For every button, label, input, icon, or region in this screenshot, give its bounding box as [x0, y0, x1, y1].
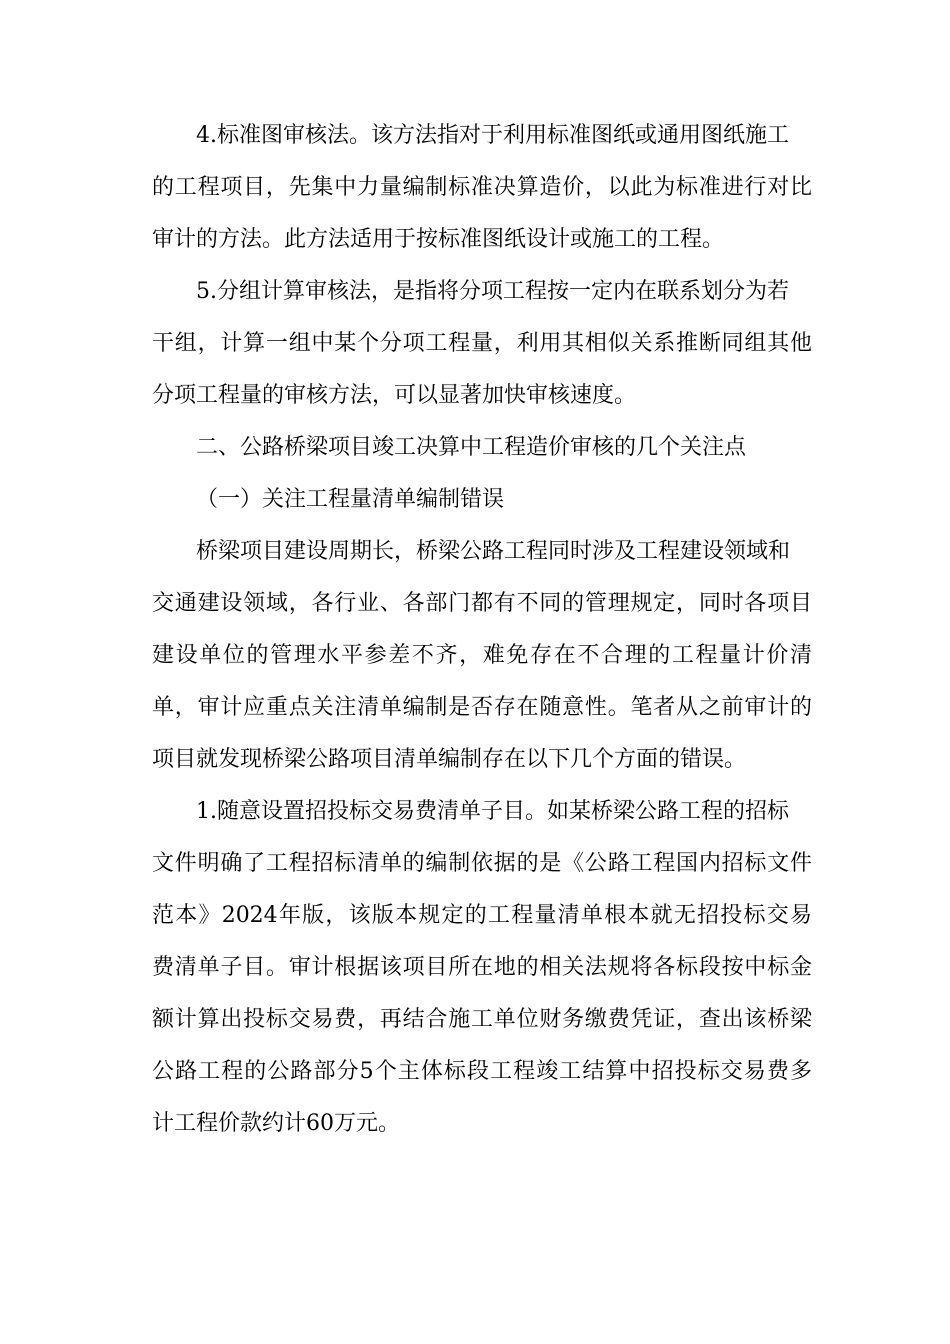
paragraph-bridge-line-5: 项目就发现桥梁公路项目清单编制存在以下几个方面的错误。 — [152, 747, 747, 772]
paragraph-5-line-3: 分项工程量的审核方法，可以显著加快审核速度。 — [152, 383, 637, 408]
paragraph-5-line-2: 干组，计算一组中某个分项工程量，利用其相似关系推断同组其他 — [152, 331, 812, 356]
paragraph-1-line-5: 额计算出投标交易费，再结合施工单位财务缴费凭证，查出该桥梁 — [152, 1007, 812, 1032]
paragraph-1-line-2: 文件明确了工程招标清单的编制依据的是《公路工程国内招标文件 — [152, 851, 812, 876]
paragraph-1-line-6: 公路工程的公路部分5个主体标段工程竣工结算中招投标交易费多 — [152, 1059, 812, 1084]
paragraph-1-line-7: 计工程价款约计60万元。 — [152, 1111, 400, 1136]
paragraph-1-line-3: 范本》2024年版，该版本规定的工程量清单根本就无招投标交易 — [152, 903, 812, 928]
paragraph-1-line-1: 1.随意设置招投标交易费清单子目。如某桥梁公路工程的招标 — [196, 799, 789, 824]
paragraph-4-line-3: 审计的方法。此方法适用于按标准图纸设计或施工的工程。 — [152, 227, 725, 252]
paragraph-bridge-line-3: 建设单位的管理水平参差不齐，难免存在不合理的工程量计价清 — [152, 643, 812, 668]
paragraph-bridge-line-2: 交通建设领域，各行业、各部门都有不同的管理规定，同时各项目 — [152, 591, 812, 616]
paragraph-bridge-line-4: 单，审计应重点关注清单编制是否存在随意性。笔者从之前审计的 — [152, 695, 812, 720]
paragraph-1-line-4: 费清单子目。审计根据该项目所在地的相关法规将各标段按中标金 — [152, 955, 812, 980]
paragraph-5-line-1: 5.分组计算审核法，是指将分项工程按一定内在联系划分为若 — [196, 279, 789, 304]
paragraph-bridge-line-1: 桥梁项目建设周期长，桥梁公路工程同时涉及工程建设领域和 — [196, 539, 791, 564]
paragraph-4-line-1: 4.标准图审核法。该方法指对于利用标准图纸或通用图纸施工 — [196, 123, 789, 148]
subsection-heading: （一）关注工程量清单编制错误 — [196, 487, 505, 512]
paragraph-4-line-2: 的工程项目，先集中力量编制标准决算造价，以此为标准进行对比 — [152, 175, 812, 200]
section-heading: 二、公路桥梁项目竣工决算中工程造价审核的几个关注点 — [196, 435, 747, 460]
